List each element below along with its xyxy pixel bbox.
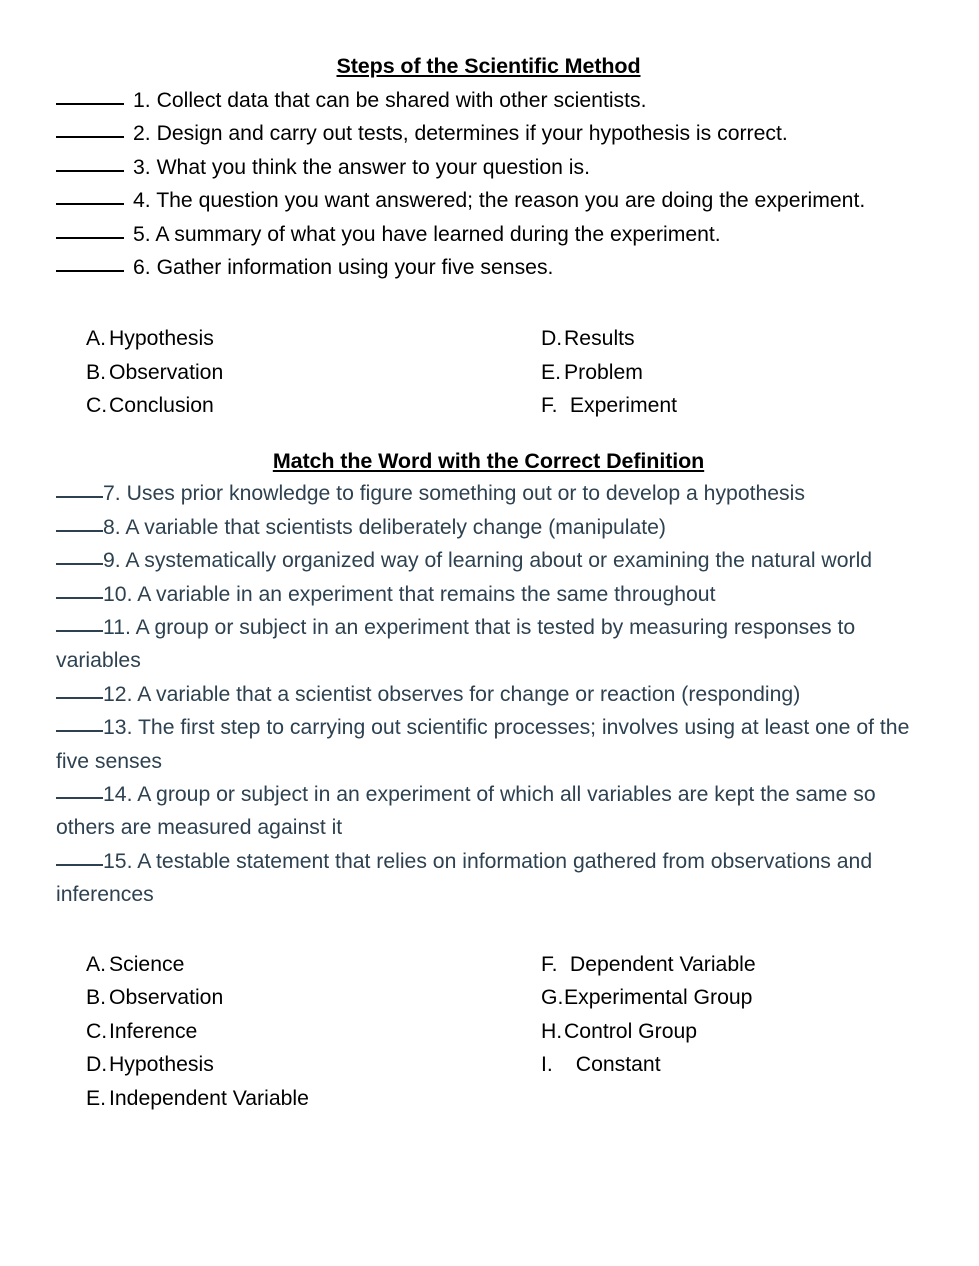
- answer-option-text: Problem: [564, 360, 643, 384]
- section-one-answer-bank: [56, 322, 921, 423]
- answer-blank[interactable]: [56, 563, 103, 565]
- question-number: 5.: [133, 222, 151, 246]
- question-number: 9.: [103, 549, 121, 573]
- section-match-definitions: [56, 448, 921, 1116]
- question-text: Uses prior knowledge to figure something out or to develop a hypothesis: [126, 482, 805, 506]
- question-item: [56, 678, 921, 711]
- answer-option[interactable]: [541, 948, 756, 982]
- answer-option-letter: H.: [541, 1019, 563, 1043]
- answer-blank[interactable]: [56, 136, 124, 138]
- answer-blank[interactable]: [56, 237, 124, 239]
- section-scientific-method: [56, 56, 921, 423]
- question-number: 4.: [133, 189, 151, 213]
- answer-option-text: Observation: [109, 360, 224, 384]
- question-text: A variable in an experiment that remains the same throughout: [137, 582, 716, 606]
- section-one-heading-text: Steps of the Scientific Method: [336, 54, 641, 78]
- answer-bank-column-right: [541, 948, 756, 1082]
- answer-blank[interactable]: [56, 496, 103, 498]
- question-text: The first step to carrying out scientific processes; involves using at least one of the five senses: [56, 716, 910, 773]
- question-text: A summary of what you have learned during the experiment.: [155, 222, 721, 246]
- answer-option-text: Independent Variable: [109, 1087, 309, 1110]
- answer-blank[interactable]: [56, 270, 124, 272]
- section-two-heading: [56, 448, 921, 473]
- question-item: [56, 711, 921, 778]
- answer-option-text: Experimental Group: [564, 986, 753, 1010]
- question-text: Design and carry out tests, determines if your hypothesis is correct.: [156, 122, 788, 146]
- question-item: [56, 151, 921, 185]
- answer-option-letter: B.: [86, 360, 107, 384]
- answer-option[interactable]: [86, 981, 541, 1015]
- question-text: The question you want answered; the reason you are doing the experiment.: [156, 189, 866, 213]
- question-number: 11.: [103, 615, 131, 639]
- question-text: Gather information using your five senses.: [156, 256, 554, 280]
- answer-option-text: Hypothesis: [109, 1053, 214, 1077]
- answer-blank[interactable]: [56, 697, 103, 699]
- answer-option-text: Control Group: [564, 1019, 698, 1043]
- answer-option[interactable]: [541, 322, 677, 356]
- question-number: 15.: [103, 849, 133, 873]
- answer-option[interactable]: [541, 981, 756, 1015]
- answer-option-text: Dependent Variable: [564, 952, 756, 976]
- answer-blank[interactable]: [56, 203, 124, 205]
- question-text: Collect data that can be shared with other scientists.: [156, 88, 647, 112]
- answer-blank[interactable]: [56, 170, 124, 172]
- answer-option-text: Inference: [109, 1019, 198, 1043]
- answer-option[interactable]: [86, 356, 541, 390]
- question-item: [56, 511, 921, 544]
- section-two-question-list: [56, 477, 921, 911]
- answer-option-letter: C.: [86, 394, 108, 418]
- answer-blank[interactable]: [56, 730, 103, 732]
- question-number: 10.: [103, 582, 133, 606]
- section-one-heading: [56, 56, 921, 78]
- answer-blank[interactable]: [56, 597, 103, 599]
- question-item: [56, 84, 921, 118]
- answer-option-letter: E.: [541, 360, 562, 384]
- question-number: 1.: [133, 88, 151, 112]
- answer-option-letter: A.: [86, 327, 107, 351]
- question-item: [56, 218, 921, 252]
- question-text: What you think the answer to your question is.: [156, 155, 590, 179]
- question-number: 6.: [133, 256, 151, 280]
- answer-option[interactable]: [86, 322, 541, 356]
- answer-option-letter: A.: [86, 952, 107, 976]
- answer-option[interactable]: [541, 389, 677, 423]
- question-number: 2.: [133, 122, 151, 146]
- answer-option-letter: G.: [541, 986, 564, 1010]
- answer-bank-column-left: [56, 322, 541, 423]
- answer-option[interactable]: [86, 948, 541, 982]
- question-item: [56, 778, 921, 845]
- question-number: 13.: [103, 716, 133, 740]
- answer-option-text: Hypothesis: [109, 327, 214, 351]
- question-number: 8.: [103, 515, 121, 539]
- question-item: [56, 544, 921, 577]
- answer-option[interactable]: [86, 1082, 541, 1116]
- answer-option-letter: D.: [541, 327, 563, 351]
- answer-option-text: Science: [109, 952, 185, 976]
- question-number: 14.: [103, 783, 133, 806]
- question-text: A systematically organized way of learning about or examining the natural world: [125, 549, 873, 573]
- question-text: A group or subject in an experiment of which all variables are kept the same so others are measured against it: [56, 783, 876, 840]
- answer-option-letter: C.: [86, 1019, 108, 1043]
- answer-option[interactable]: [541, 1015, 756, 1049]
- question-item: [56, 578, 921, 611]
- section-one-question-list: [56, 84, 921, 286]
- answer-bank-column-left: [56, 948, 541, 1116]
- question-item: [56, 611, 921, 678]
- section-two-heading-text: Match the Word with the Correct Definition: [272, 448, 705, 473]
- section-two-answer-bank: [56, 948, 921, 1116]
- answer-option[interactable]: [86, 1048, 541, 1082]
- answer-blank[interactable]: [56, 864, 103, 866]
- answer-option-letter: E.: [86, 1087, 107, 1110]
- answer-option-text: Results: [564, 327, 635, 351]
- answer-option[interactable]: [86, 389, 541, 423]
- answer-option-letter: F.: [541, 394, 558, 418]
- answer-option-letter: F.: [541, 952, 558, 976]
- question-item: [56, 117, 921, 151]
- question-item: [56, 184, 921, 218]
- answer-option[interactable]: [541, 356, 677, 390]
- answer-option-text: Conclusion: [109, 394, 214, 418]
- answer-option-text: Observation: [109, 986, 224, 1010]
- question-number: 7.: [103, 482, 121, 506]
- answer-bank-column-right: [541, 322, 677, 423]
- answer-option[interactable]: [541, 1048, 756, 1082]
- question-number: 12.: [103, 682, 133, 706]
- answer-blank[interactable]: [56, 103, 124, 105]
- question-text: A group or subject in an experiment that is tested by measuring responses to variables: [56, 615, 856, 673]
- answer-option[interactable]: [86, 1015, 541, 1049]
- answer-option-text: Experiment: [564, 394, 678, 418]
- question-number: 3.: [133, 155, 151, 179]
- answer-option-letter: D.: [86, 1053, 108, 1077]
- question-item: [56, 251, 921, 285]
- answer-blank[interactable]: [56, 797, 103, 799]
- question-text: A testable statement that relies on information gathered from observations and inferences: [56, 849, 873, 907]
- question-text: A variable that a scientist observes for change or reaction (responding): [137, 682, 801, 706]
- answer-blank[interactable]: [56, 630, 103, 632]
- question-text: A variable that scientists deliberately change (manipulate): [125, 515, 666, 539]
- answer-option-letter: I.: [541, 1053, 553, 1077]
- question-item: [56, 477, 921, 510]
- answer-option-letter: B.: [86, 986, 107, 1010]
- answer-blank[interactable]: [56, 530, 103, 532]
- answer-option-text: Constant: [564, 1053, 661, 1077]
- question-item: [56, 845, 921, 912]
